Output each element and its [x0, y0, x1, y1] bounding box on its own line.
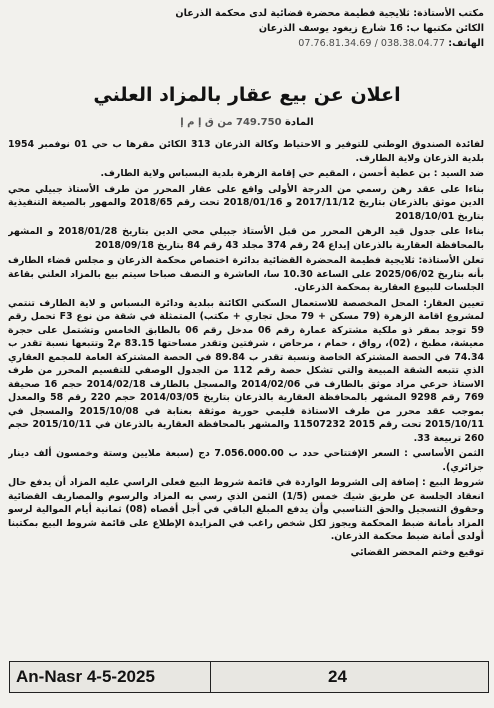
registration-paragraph: بناءا على جدول قيد الرهن المحرر من قبل الأستاذ جبيلي محي الدين بتاريخ 2018/01/28 و المشهر بالمحافظة العقارية بالذرعان إيداع 24 رقم 374 مجلد 43 رقم 84 بتاريخ 2018/09/18 [8, 226, 484, 251]
phone-label: الهاتف: [448, 38, 484, 49]
office-header [10, 6, 484, 51]
auction-date-paragraph: تعلن الأستاذة: ثلايجية فطيمة المحضرة القضائية بدائرة اختصاص محكمة الذرعان و مجلس قضاء الطارف بأنه بتاريخ 2025/06/02 على الساعة 10.30 سا، العاشرة و النصف صباحا سيتم بيع بالمزاد العلني بقاعة الجلسات للبيوع العقارية بمحكمة الذرعان. [8, 255, 484, 293]
newspaper-issue: An-Nasr 4-5-2025 [16, 667, 155, 686]
bailiff-signature: توقيع وختم المحضر القضائي [350, 546, 484, 558]
office-name: مكتب الأستاذة: ثلايجية فطيمة محضرة قضائية لدى محكمة الذرعان [175, 8, 484, 19]
base-price-paragraph: الثمن الأساسي : السعر الإفتتاحي حدد ب 7.056.000.00 دج (سبعة ملايين وستة وخمسون ألف دينار جزائري). [8, 448, 484, 473]
announcement-title: اعلان عن بيع عقار بالمزاد العلني [93, 84, 401, 106]
beneficiary-paragraph: لفائدة الصندوق الوطني للتوفير و الاحتياط وكالة الذرعان 313 الكائن مقرها ب حي 01 نوفمبر 1954 بلدية الذرعان ولاية الطارف. [8, 139, 484, 164]
sale-conditions-paragraph: شروط البيع : إضافة إلى الشروط الواردة في قائمة شروط البيع فعلى الراسي عليه المزاد أن يدفع حال انعقاد الجلسة عن طريق شيك خمس (1/5) الثمن الذي رسي به المزاد والرسوم والمصاريف القضائية وحقوق التسجيل والحق التناسبي وأن يدفع المبلغ الباقي في أجل أقصاه (08) ثمانية أيام الموالية لرسو المزاد بأمانة ضبط المحكمة ويجوز لكل شخص راغب في المزايدة الإطلاع على قائمة شروط البيع بمكتبنا أولدى أمانة ضبط محكمة الذرعان. [8, 477, 484, 542]
phone-numbers: 038.38.04.77 / 07.76.81.34.69 [298, 38, 445, 49]
article-number: 749.750 من ق إ م إ [180, 117, 282, 128]
announcement-body [8, 138, 484, 661]
footer-divider [210, 662, 211, 692]
property-description-paragraph: تعيين العقار: المحل المخصصة للاستعمال السكني الكائنة ببلدية ودائرة البسباس و لاية الطارف تنتمي لمشروع اقامة الزهرة (79 مسكن + 79 محل تجاري + مكتب) المتمثلة في شقة من نوع F3 تحمل رقم 59 توجد بمقر ذو ملكية مشتركة عمارة رقم 06 مدخل رقم 06 بالطابق الخامس وتشتمل على حجرة معيشة، مطبخ ، (02)، رواق ، حمام ، مرحاض ، شرفتين وتقدر مساحتها 83.15 م2 وتتبعها نسبة تقدر ب 74.34 في الحصة المشتركة الخاصة ونسبة تقدر ب 89.84 في الحصة المشتركة العامة للمجمع العقاري الذي تتبعه الشقة المبيعة والتي تشكل حصة رقم 112 من الجدول الوصفي للتقسيم المحرر من طرف الاستاذ حرعي مراد موثق بالطارف في 2014/02/06 والمسجل بالطارف 2014/02/18 حجم 16 صحيفة 769 رقم 9298 المشهر بالمحافظة العقارية بالذرعان بتاريخ 2014/03/05 حجم 220 رقم 58 والمعدل بموجب عقد محرر من طرف الاستاذة فليمي حورية موثقة بعنابة في 2015/10/08 والمسجل في 2015/10/11 تحت رقم 2015 11507232 والمشهر بالمحافظة العقارية بالذرعان في 2015/10/11 حجم 260 تربيعة 33. [8, 297, 484, 444]
mortgage-paragraph: بناءا على عقد رهن رسمي من الدرجة الأولى واقع على عقار المحرر من طرف الأستاذ جبيلي محي الدين موثق بالذرعان بتاريخ 2017/11/12 و 2018/01/16 تحت رقم 2018/65 والمهور بالصيغة التنفيذية بتاريخ 2018/10/01 [8, 183, 484, 222]
office-address: الكائن مكتبها ب: 16 شارع زيغود يوسف الذرعان [258, 23, 484, 34]
article-label: المادة [285, 117, 314, 128]
debtor-paragraph: ضد السيد : بن عطية أحسن ، المقيم حي إقامة الزهرة بلدية البسباس ولاية الطارف. [100, 168, 484, 179]
office-phone [10, 36, 484, 51]
page-number: 24 [328, 667, 347, 686]
legal-article [0, 117, 494, 128]
page-footer [9, 661, 489, 693]
